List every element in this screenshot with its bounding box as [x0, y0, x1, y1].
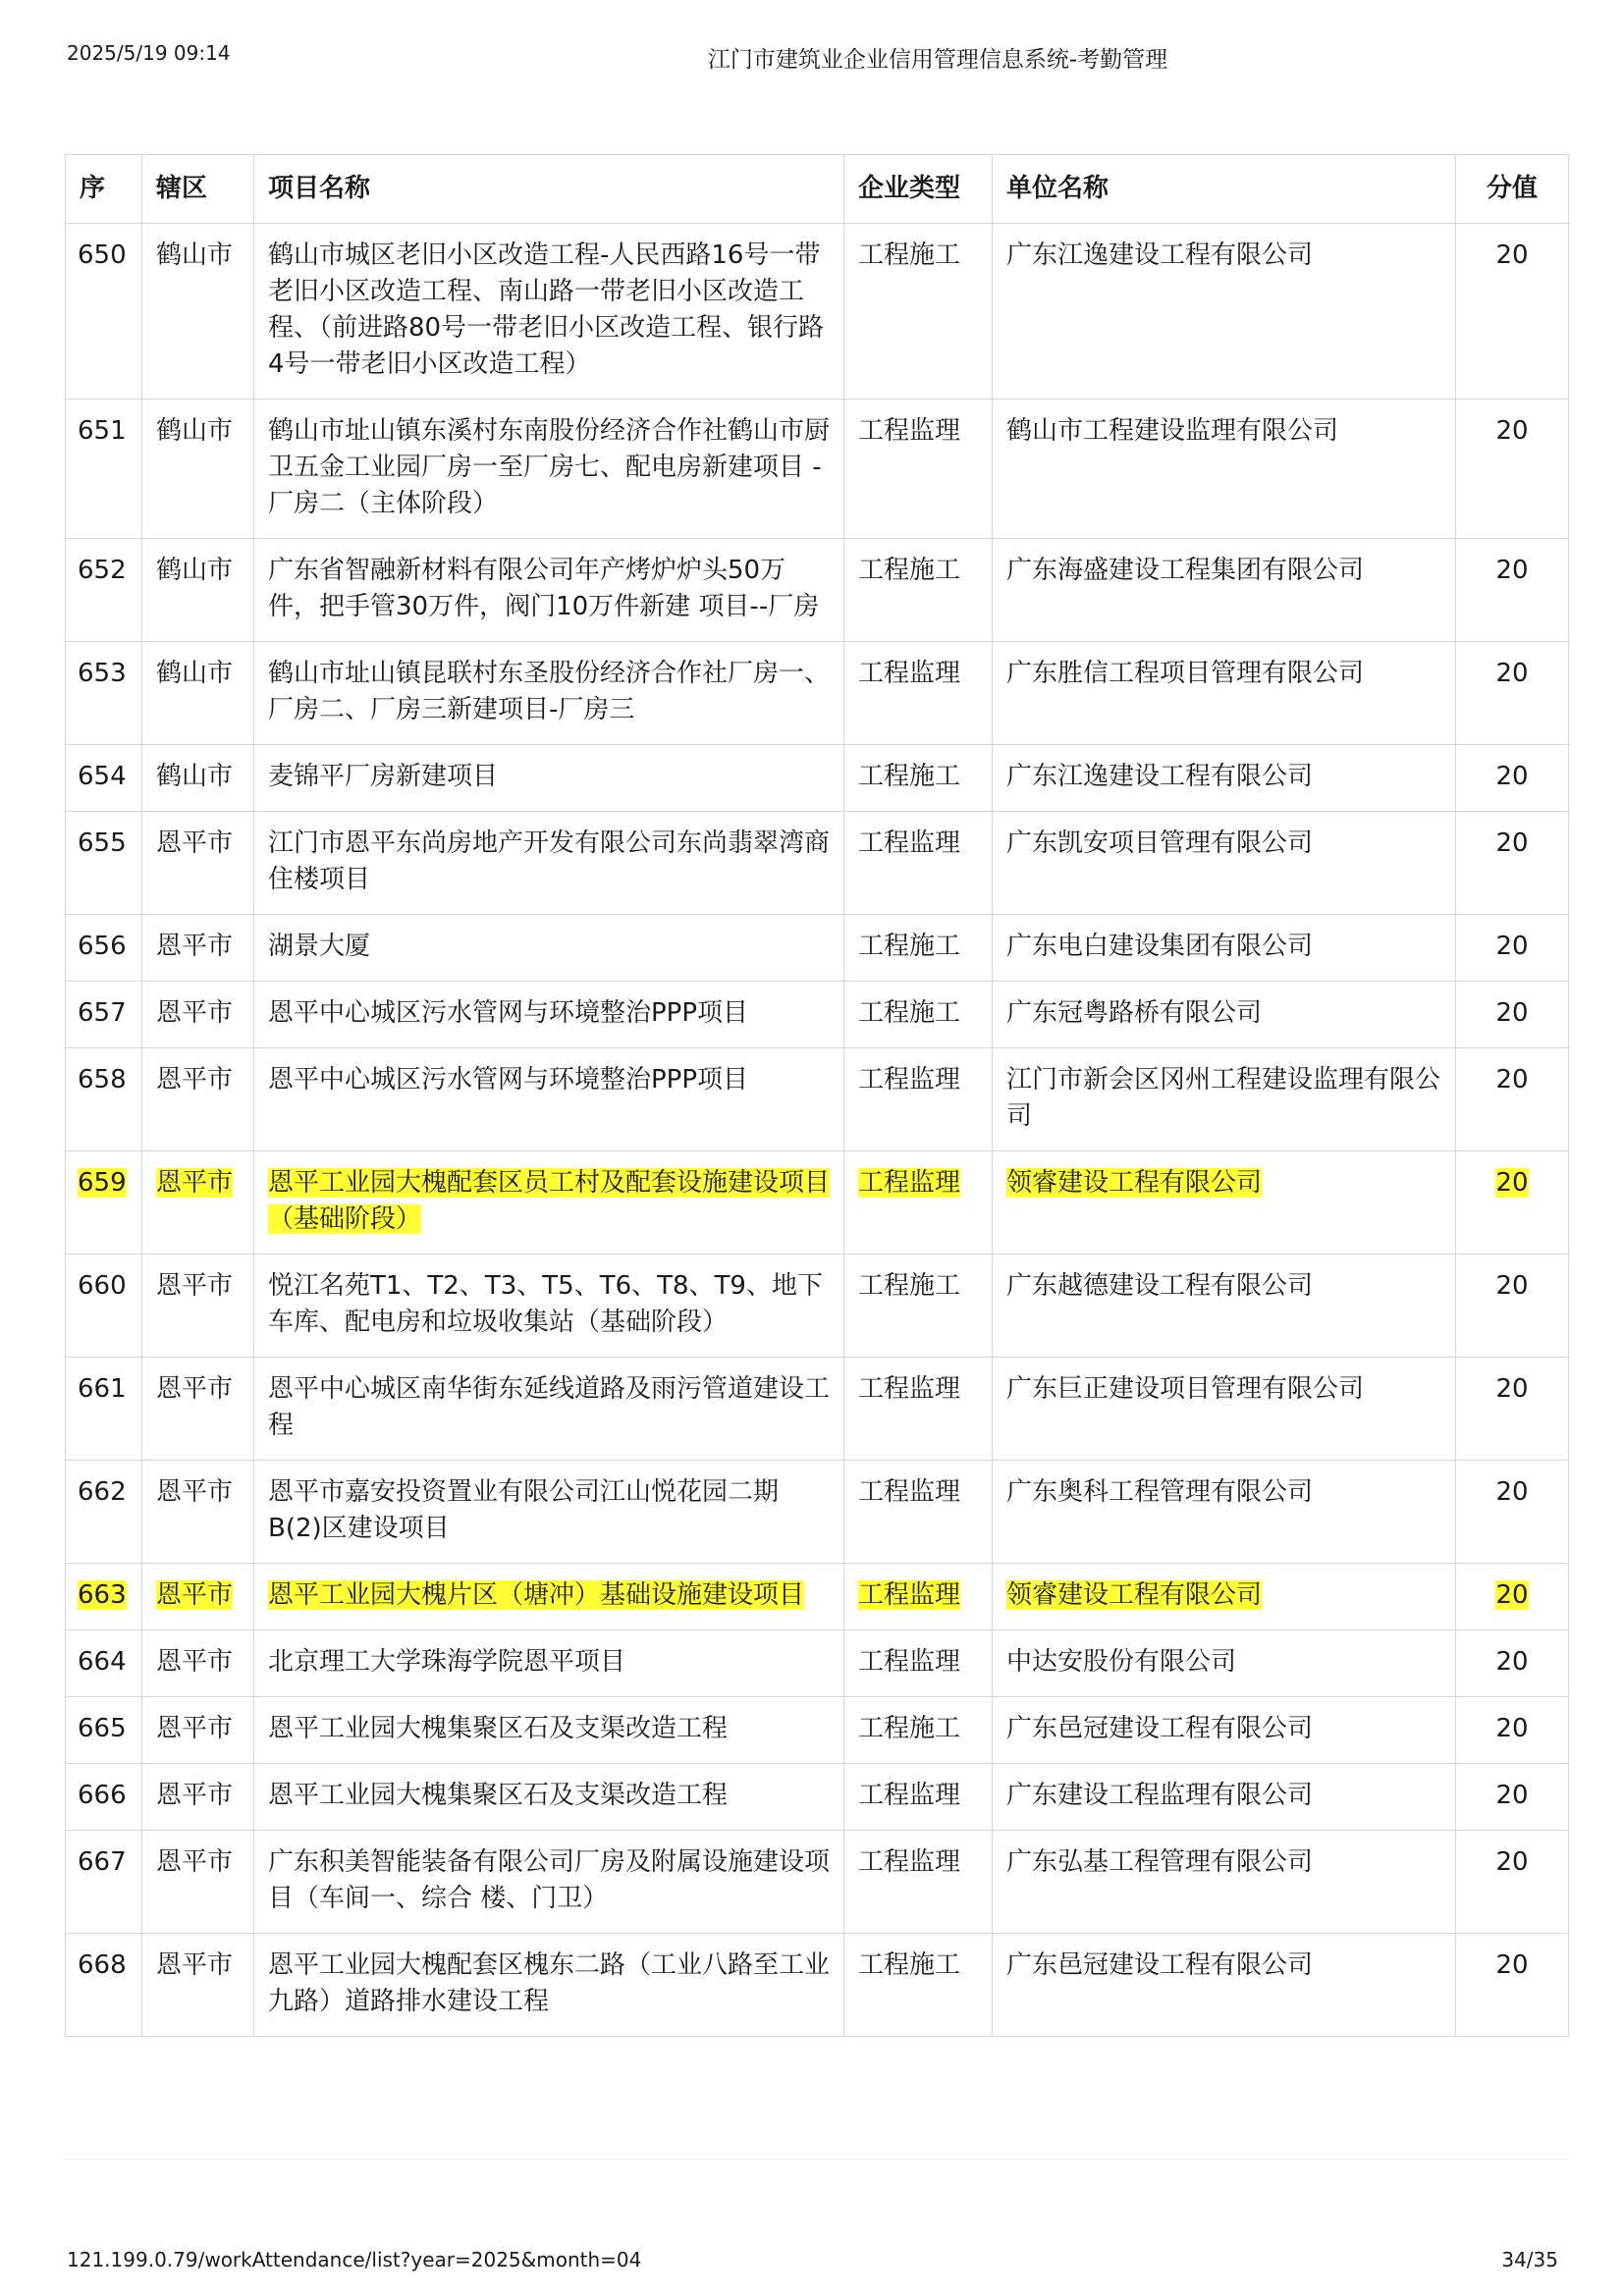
cell-unit-name-text: 广东越德建设工程有限公司	[1006, 1271, 1314, 1301]
cell-unit-name	[993, 400, 1456, 539]
cell-enterprise-type-text: 工程监理	[858, 1647, 961, 1677]
cell-enterprise-type-text: 工程监理	[858, 1580, 961, 1610]
cell-enterprise-type-text: 工程施工	[858, 240, 961, 270]
cell-project-name	[254, 745, 844, 812]
print-datetime: 2025/5/19 09:14	[67, 41, 231, 65]
cell-index	[66, 539, 142, 642]
cell-district	[142, 400, 254, 539]
table-row	[66, 745, 1569, 812]
cell-project-name-text: 鹤山市城区老旧小区改造工程-人民西路16号一带老旧小区改造工程、南山路一带老旧小区改造工程、（前进路80号一带老旧小区改造工程、银行路4号一带老旧小区改造工程）	[268, 240, 825, 379]
cell-district-text: 恩平市	[156, 998, 234, 1028]
cell-project-name-text: 湖景大厦	[268, 932, 371, 961]
cell-project-name-text: 恩平市嘉安投资置业有限公司江山悦花园二期B(2)区建设项目	[268, 1477, 780, 1543]
cell-enterprise-type-text: 工程监理	[858, 1847, 961, 1877]
table-row	[66, 400, 1569, 539]
cell-enterprise-type	[844, 1831, 993, 1934]
cell-district-text: 恩平市	[156, 1271, 234, 1301]
cell-district	[142, 1151, 254, 1255]
cell-project-name-text: 鹤山市址山镇东溪村东南股份经济合作社鹤山市厨卫五金工业园厂房一至厂房七、配电房新建项目 - 厂房二（主体阶段）	[268, 416, 831, 518]
cell-score	[1456, 1564, 1569, 1630]
cell-unit-name	[993, 224, 1456, 400]
cell-project-name-text: 恩平中心城区污水管网与环境整治PPP项目	[268, 998, 749, 1028]
cell-score	[1456, 915, 1569, 982]
cell-district	[142, 539, 254, 642]
cell-district-text: 恩平市	[156, 1477, 234, 1507]
cell-enterprise-type-text: 工程监理	[858, 1477, 961, 1507]
cell-project-name-text: 江门市恩平东尚房地产开发有限公司东尚翡翠湾商住楼项目	[268, 828, 831, 894]
cell-index-text: 650	[78, 240, 127, 270]
cell-enterprise-type	[844, 982, 993, 1048]
cell-unit-name-text: 广东巨正建设项目管理有限公司	[1006, 1374, 1365, 1404]
cell-project-name-text: 恩平工业园大槐集聚区石及支渠改造工程	[268, 1714, 729, 1743]
cell-unit-name-text: 广东江逸建设工程有限公司	[1006, 240, 1314, 270]
cell-enterprise-type	[844, 539, 993, 642]
cell-unit-name-text: 广东胜信工程项目管理有限公司	[1006, 659, 1365, 688]
cell-score	[1456, 1630, 1569, 1697]
cell-project-name	[254, 1831, 844, 1934]
cell-enterprise-type-text: 工程监理	[858, 1374, 961, 1404]
cell-index	[66, 812, 142, 915]
cell-enterprise-type	[844, 1934, 993, 2037]
cell-unit-name-text: 广东海盛建设工程集团有限公司	[1006, 556, 1365, 585]
cell-index-text: 667	[78, 1847, 127, 1877]
cell-index	[66, 1697, 142, 1764]
cell-score-text: 20	[1495, 1781, 1529, 1810]
column-header-project: 项目名称	[254, 155, 844, 224]
cell-project-name-text: 恩平中心城区污水管网与环境整治PPP项目	[268, 1065, 749, 1095]
cell-unit-name	[993, 1048, 1456, 1151]
cell-project-name-text: 广东省智融新材料有限公司年产烤炉炉头50万件，把手管30万件，阀门10万件新建 项目--厂房	[268, 556, 820, 621]
cell-index-text: 654	[78, 762, 127, 791]
cell-unit-name-text: 领睿建设工程有限公司	[1006, 1580, 1263, 1610]
cell-enterprise-type	[844, 400, 993, 539]
cell-district-text: 恩平市	[156, 1647, 234, 1677]
cell-project-name	[254, 1697, 844, 1764]
cell-unit-name	[993, 1255, 1456, 1358]
cell-score	[1456, 400, 1569, 539]
cell-project-name-text: 恩平工业园大槐片区（塘冲）基础设施建设项目	[268, 1580, 805, 1610]
table-row	[66, 1358, 1569, 1461]
cell-district	[142, 1764, 254, 1831]
cell-index	[66, 1151, 142, 1255]
cell-unit-name	[993, 1358, 1456, 1461]
cell-project-name	[254, 1764, 844, 1831]
cell-index	[66, 1630, 142, 1697]
cell-unit-name	[993, 982, 1456, 1048]
cell-project-name	[254, 1934, 844, 2037]
cell-score-text: 20	[1495, 416, 1529, 446]
cell-unit-name	[993, 1564, 1456, 1630]
cell-enterprise-type-text: 工程施工	[858, 762, 961, 791]
cell-score-text: 20	[1495, 240, 1529, 270]
cell-project-name	[254, 915, 844, 982]
cell-score-text: 20	[1495, 1271, 1529, 1301]
cell-unit-name-text: 中达安股份有限公司	[1006, 1647, 1237, 1677]
cell-index	[66, 1048, 142, 1151]
table-row	[66, 1630, 1569, 1697]
table-row	[66, 812, 1569, 915]
cell-enterprise-type-text: 工程监理	[858, 828, 961, 858]
cell-score	[1456, 1358, 1569, 1461]
page-divider	[63, 2159, 1569, 2160]
cell-district	[142, 1048, 254, 1151]
cell-project-name-text: 鹤山市址山镇昆联村东圣股份经济合作社厂房一、厂房二、厂房三新建项目-厂房三	[268, 659, 831, 724]
cell-enterprise-type	[844, 1255, 993, 1358]
cell-score	[1456, 982, 1569, 1048]
cell-index-text: 668	[78, 1950, 127, 1980]
cell-enterprise-type	[844, 1461, 993, 1564]
cell-project-name-text: 广东积美智能装备有限公司厂房及附属设施建设项目（车间一、综合 楼、门卫）	[268, 1847, 831, 1913]
cell-unit-name-text: 广东江逸建设工程有限公司	[1006, 762, 1314, 791]
cell-score	[1456, 1764, 1569, 1831]
cell-project-name	[254, 1461, 844, 1564]
cell-index-text: 656	[78, 932, 127, 961]
cell-district-text: 恩平市	[156, 828, 234, 858]
cell-project-name	[254, 1151, 844, 1255]
cell-project-name	[254, 1564, 844, 1630]
cell-district-text: 恩平市	[156, 932, 234, 961]
cell-project-name	[254, 224, 844, 400]
cell-district-text: 恩平市	[156, 1065, 234, 1095]
cell-unit-name-text: 领睿建设工程有限公司	[1006, 1168, 1263, 1198]
cell-index	[66, 1564, 142, 1630]
cell-district	[142, 1564, 254, 1630]
column-header-score: 分值	[1456, 155, 1569, 224]
cell-score-text: 20	[1495, 1647, 1529, 1677]
cell-enterprise-type-text: 工程监理	[858, 1781, 961, 1810]
cell-project-name	[254, 642, 844, 745]
cell-district-text: 鹤山市	[156, 240, 234, 270]
column-header-index: 序	[66, 155, 142, 224]
cell-score-text: 20	[1495, 762, 1529, 791]
table-row	[66, 1048, 1569, 1151]
cell-score-text: 20	[1495, 556, 1529, 585]
cell-score-text: 20	[1495, 1065, 1529, 1095]
cell-district	[142, 1934, 254, 2037]
table-row	[66, 1764, 1569, 1831]
table-row	[66, 642, 1569, 745]
cell-enterprise-type	[844, 1630, 993, 1697]
cell-enterprise-type	[844, 1358, 993, 1461]
cell-enterprise-type-text: 工程监理	[858, 416, 961, 446]
cell-index-text: 653	[78, 659, 127, 688]
table-row	[66, 1461, 1569, 1564]
cell-district	[142, 1358, 254, 1461]
table-row	[66, 982, 1569, 1048]
cell-unit-name	[993, 539, 1456, 642]
cell-index-text: 655	[78, 828, 127, 858]
cell-score	[1456, 745, 1569, 812]
cell-index-text: 651	[78, 416, 127, 446]
cell-unit-name	[993, 1630, 1456, 1697]
cell-district-text: 鹤山市	[156, 762, 234, 791]
cell-district-text: 恩平市	[156, 1781, 234, 1810]
cell-index-text: 661	[78, 1374, 127, 1404]
cell-unit-name	[993, 1934, 1456, 2037]
table-row	[66, 1831, 1569, 1934]
cell-index	[66, 915, 142, 982]
cell-unit-name	[993, 745, 1456, 812]
cell-district	[142, 812, 254, 915]
cell-score-text: 20	[1495, 1374, 1529, 1404]
cell-enterprise-type	[844, 1697, 993, 1764]
cell-project-name-text: 恩平工业园大槐集聚区石及支渠改造工程	[268, 1781, 729, 1810]
cell-score-text: 20	[1495, 1714, 1529, 1743]
cell-unit-name	[993, 1697, 1456, 1764]
cell-district	[142, 224, 254, 400]
cell-unit-name	[993, 1151, 1456, 1255]
cell-enterprise-type-text: 工程监理	[858, 1168, 961, 1198]
cell-score	[1456, 1461, 1569, 1564]
cell-project-name	[254, 982, 844, 1048]
cell-unit-name-text: 广东建设工程监理有限公司	[1006, 1781, 1314, 1810]
cell-unit-name-text: 广东电白建设集团有限公司	[1006, 932, 1314, 961]
cell-project-name	[254, 1630, 844, 1697]
cell-index-text: 662	[78, 1477, 127, 1507]
cell-district	[142, 1461, 254, 1564]
cell-district	[142, 642, 254, 745]
cell-score	[1456, 539, 1569, 642]
table-row	[66, 1255, 1569, 1358]
cell-project-name-text: 悦江名苑T1、T2、T3、T5、T6、T8、T9、地下车库、配电房和垃圾收集站（基础阶段）	[268, 1271, 823, 1337]
table-row	[66, 1151, 1569, 1255]
cell-enterprise-type	[844, 745, 993, 812]
cell-enterprise-type	[844, 1764, 993, 1831]
cell-unit-name-text: 鹤山市工程建设监理有限公司	[1006, 416, 1339, 446]
column-header-district: 辖区	[142, 155, 254, 224]
cell-enterprise-type-text: 工程施工	[858, 998, 961, 1028]
cell-index-text: 663	[78, 1580, 127, 1610]
cell-district	[142, 915, 254, 982]
table-row	[66, 1697, 1569, 1764]
cell-enterprise-type	[844, 812, 993, 915]
cell-unit-name	[993, 642, 1456, 745]
cell-district	[142, 1697, 254, 1764]
column-header-unit: 单位名称	[993, 155, 1456, 224]
cell-enterprise-type-text: 工程施工	[858, 1950, 961, 1980]
cell-project-name-text: 恩平中心城区南华街东延线道路及雨污管道建设工程	[268, 1374, 831, 1440]
footer-url: 121.199.0.79/workAttendance/list?year=2025&month=04	[67, 2248, 642, 2271]
cell-district	[142, 1255, 254, 1358]
table-body	[66, 224, 1569, 2037]
cell-district-text: 恩平市	[156, 1580, 234, 1610]
cell-index-text: 657	[78, 998, 127, 1028]
cell-index-text: 659	[78, 1168, 127, 1198]
cell-score-text: 20	[1495, 1477, 1529, 1507]
cell-enterprise-type-text: 工程施工	[858, 556, 961, 585]
cell-enterprise-type	[844, 915, 993, 982]
cell-project-name-text: 恩平工业园大槐配套区员工村及配套设施建设项目（基础阶段）	[268, 1168, 831, 1234]
cell-project-name	[254, 1255, 844, 1358]
cell-enterprise-type	[844, 642, 993, 745]
cell-index	[66, 745, 142, 812]
cell-score	[1456, 642, 1569, 745]
cell-enterprise-type	[844, 1048, 993, 1151]
cell-unit-name	[993, 1831, 1456, 1934]
cell-unit-name-text: 广东奥科工程管理有限公司	[1006, 1477, 1314, 1507]
cell-score-text: 20	[1495, 1950, 1529, 1980]
cell-unit-name	[993, 812, 1456, 915]
cell-district-text: 恩平市	[156, 1950, 234, 1980]
cell-district-text: 鹤山市	[156, 416, 234, 446]
cell-project-name	[254, 812, 844, 915]
cell-score-text: 20	[1495, 932, 1529, 961]
cell-index-text: 666	[78, 1781, 127, 1810]
cell-district-text: 恩平市	[156, 1847, 234, 1877]
table-row	[66, 1934, 1569, 2037]
cell-score	[1456, 1151, 1569, 1255]
cell-unit-name-text: 江门市新会区冈州工程建设监理有限公司	[1006, 1065, 1441, 1131]
cell-score-text: 20	[1495, 659, 1529, 688]
cell-index	[66, 1461, 142, 1564]
cell-index-text: 664	[78, 1647, 127, 1677]
table-row	[66, 224, 1569, 400]
cell-score-text: 20	[1495, 828, 1529, 858]
page-title: 江门市建筑业企业信用管理信息系统-考勤管理	[707, 47, 1168, 73]
cell-index	[66, 1764, 142, 1831]
cell-score-text: 20	[1495, 1580, 1529, 1610]
cell-index-text: 652	[78, 556, 127, 585]
cell-unit-name-text: 广东邑冠建设工程有限公司	[1006, 1950, 1314, 1980]
cell-index	[66, 1358, 142, 1461]
cell-index-text: 665	[78, 1714, 127, 1743]
cell-district	[142, 982, 254, 1048]
cell-enterprise-type-text: 工程施工	[858, 1271, 961, 1301]
cell-project-name	[254, 400, 844, 539]
cell-project-name-text: 北京理工大学珠海学院恩平项目	[268, 1647, 626, 1677]
cell-index	[66, 1934, 142, 2037]
cell-project-name	[254, 1358, 844, 1461]
cell-project-name-text: 恩平工业园大槐配套区槐东二路（工业八路至工业九路）道路排水建设工程	[268, 1950, 831, 2016]
attendance-table	[65, 154, 1569, 2037]
cell-unit-name	[993, 915, 1456, 982]
cell-index	[66, 982, 142, 1048]
cell-enterprise-type-text: 工程监理	[858, 659, 961, 688]
cell-unit-name-text: 广东邑冠建设工程有限公司	[1006, 1714, 1314, 1743]
cell-district	[142, 745, 254, 812]
cell-index	[66, 224, 142, 400]
cell-score	[1456, 1697, 1569, 1764]
table-row	[66, 539, 1569, 642]
cell-index-text: 658	[78, 1065, 127, 1095]
cell-project-name-text: 麦锦平厂房新建项目	[268, 762, 499, 791]
cell-district-text: 鹤山市	[156, 556, 234, 585]
cell-score	[1456, 812, 1569, 915]
cell-project-name	[254, 539, 844, 642]
cell-enterprise-type	[844, 224, 993, 400]
cell-index-text: 660	[78, 1271, 127, 1301]
cell-unit-name-text: 广东弘基工程管理有限公司	[1006, 1847, 1314, 1877]
cell-enterprise-type-text: 工程施工	[858, 932, 961, 961]
cell-unit-name	[993, 1764, 1456, 1831]
cell-index	[66, 1255, 142, 1358]
cell-district	[142, 1831, 254, 1934]
cell-score	[1456, 1255, 1569, 1358]
cell-district-text: 恩平市	[156, 1714, 234, 1743]
cell-score	[1456, 1048, 1569, 1151]
attendance-table-container	[65, 154, 1568, 2037]
cell-score	[1456, 1831, 1569, 1934]
table-row	[66, 1564, 1569, 1630]
cell-district-text: 恩平市	[156, 1374, 234, 1404]
cell-score	[1456, 1934, 1569, 2037]
cell-enterprise-type	[844, 1564, 993, 1630]
cell-score-text: 20	[1495, 998, 1529, 1028]
cell-unit-name-text: 广东凯安项目管理有限公司	[1006, 828, 1314, 858]
table-header-row	[66, 155, 1569, 224]
cell-index	[66, 400, 142, 539]
cell-enterprise-type-text: 工程监理	[858, 1065, 961, 1095]
cell-index	[66, 642, 142, 745]
cell-index	[66, 1831, 142, 1934]
column-header-type: 企业类型	[844, 155, 993, 224]
cell-unit-name-text: 广东冠粤路桥有限公司	[1006, 998, 1263, 1028]
page-number: 34/35	[1501, 2248, 1558, 2271]
cell-project-name	[254, 1048, 844, 1151]
cell-unit-name	[993, 1461, 1456, 1564]
cell-district	[142, 1630, 254, 1697]
cell-score-text: 20	[1495, 1168, 1529, 1198]
cell-score-text: 20	[1495, 1847, 1529, 1877]
cell-enterprise-type	[844, 1151, 993, 1255]
table-row	[66, 915, 1569, 982]
cell-district-text: 恩平市	[156, 1168, 234, 1198]
cell-enterprise-type-text: 工程施工	[858, 1714, 961, 1743]
cell-score	[1456, 224, 1569, 400]
cell-district-text: 鹤山市	[156, 659, 234, 688]
